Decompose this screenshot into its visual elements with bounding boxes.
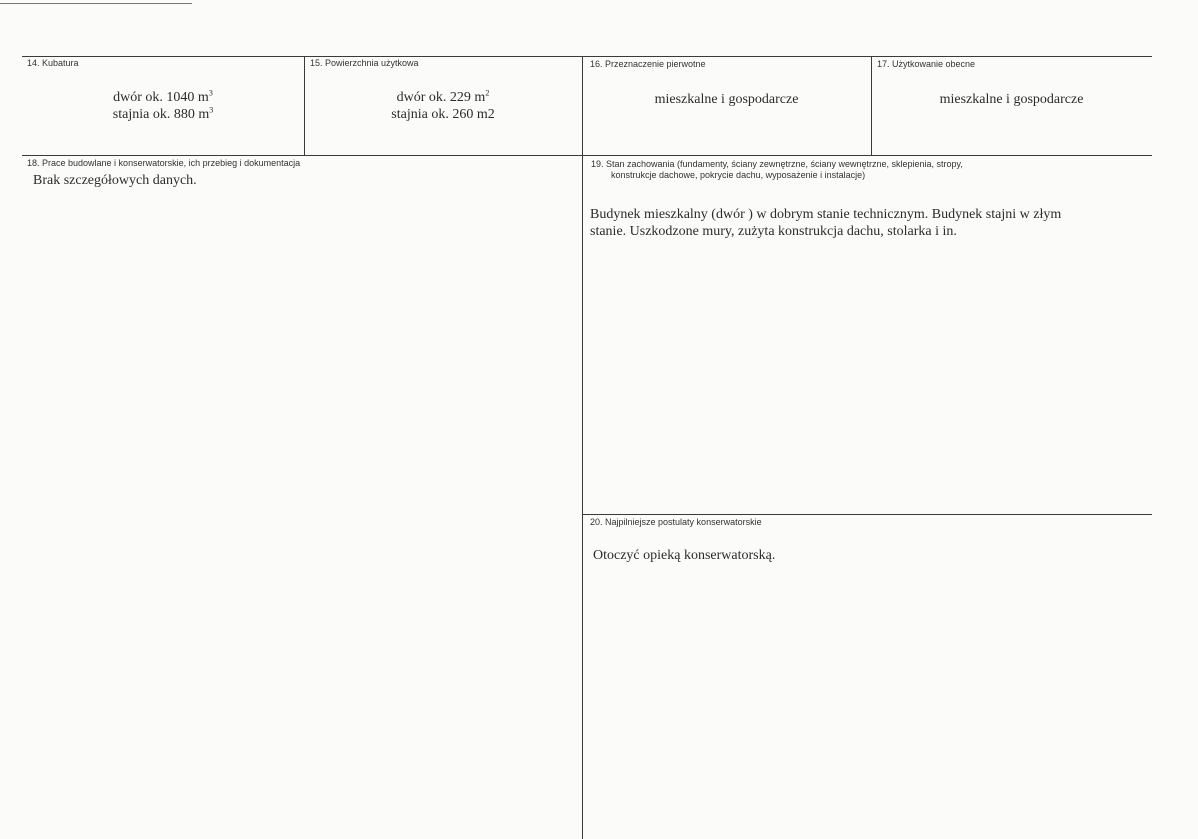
- powierzchnia-stajnia-line: stajnia ok. 260 m2: [391, 107, 495, 122]
- stan-zachowania-label-line1: 19. Stan zachowania (fundamenty, ściany zewnętrzne, ściany wewnętrzne, sklepienia, stropy,: [591, 159, 963, 169]
- stan-zachowania-label-line2: konstrukcje dachowe, pokrycie dachu, wyposażenie i instalacje): [611, 170, 866, 180]
- row1-bottom-left-line: [22, 155, 582, 156]
- stan-zachowania-value-line2: stanie. Uszkodzone mury, zużyta konstrukcja dachu, stolarka i in.: [590, 224, 957, 239]
- stan-zachowania-value: [590, 206, 1150, 240]
- postulaty-label: 20. Najpilniejsze postulaty konserwatorskie: [590, 517, 762, 527]
- przeznaczenie-value: mieszkalne i gospodarcze: [654, 92, 799, 107]
- uzytkowanie-label: 17. Użytkowanie obecne: [877, 59, 976, 69]
- powierzchnia-value: [304, 89, 582, 123]
- divider-main-center: [582, 56, 583, 839]
- section-20-top-line: [582, 514, 1152, 515]
- uzytkowanie-value: mieszkalne i gospodarcze: [939, 92, 1084, 107]
- przeznaczenie-label: 16. Przeznaczenie pierwotne: [590, 59, 706, 69]
- top-border-line: [22, 56, 1152, 57]
- stan-zachowania-label: [591, 159, 963, 181]
- kubatura-dwor-line: dwór ok. 1040 $m^3$: [113, 88, 213, 105]
- prace-budowlane-value: Brak szczegółowych danych.: [33, 173, 197, 188]
- prace-budowlane-label: 18. Prace budowlane i konserwatorskie, ich przebieg i dokumentacja: [27, 158, 301, 168]
- powierzchnia-label: 15. Powierzchnia użytkowa: [310, 58, 419, 68]
- kubatura-stajnia-line: stajnia ok. 880 $m^3$: [112, 105, 214, 122]
- powierzchnia-dwor-line: dwór ok. 229 $m^2$: [396, 88, 490, 105]
- kubatura-label: 14. Kubatura: [27, 58, 79, 68]
- stan-zachowania-value-line1: Budynek mieszkalny (dwór ) w dobrym stanie technicznym. Budynek stajni w złym: [590, 207, 1062, 222]
- row1-bottom-right-line: [582, 155, 1152, 156]
- kubatura-value: [22, 89, 304, 123]
- scan-edge-line: [0, 3, 192, 4]
- postulaty-value: Otoczyć opieką konserwatorską.: [593, 548, 776, 563]
